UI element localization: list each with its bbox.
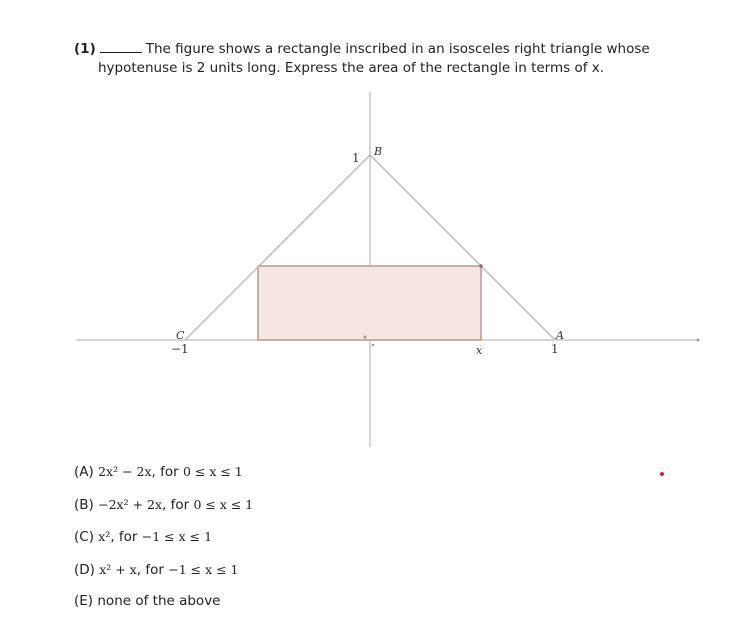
inscribed-rectangle: [258, 266, 481, 340]
choice-e[interactable]: (E) none of the above: [74, 593, 221, 609]
label-A: A: [556, 329, 564, 342]
choice-d[interactable]: (D) x² + x, for −1 ≤ x ≤ 1: [74, 561, 239, 578]
question-number: (1): [74, 41, 96, 57]
label-C: C: [176, 329, 185, 342]
label-one-right: 1: [551, 342, 559, 356]
label-x: x: [476, 344, 483, 357]
origin-point: [364, 336, 367, 339]
axis-end-dot: [697, 339, 700, 342]
answer-choices: [74, 462, 253, 625]
label-one-top: 1: [352, 151, 360, 165]
choice-a[interactable]: (A) 2x² − 2x, for 0 ≤ x ≤ 1: [74, 464, 243, 480]
label-B: B: [374, 145, 383, 158]
choice-c[interactable]: (C) x², for −1 ≤ x ≤ 1: [74, 529, 213, 545]
label-neg-one: −1: [171, 342, 189, 356]
red-dot-marker: [660, 472, 664, 476]
origin-point-2: [372, 344, 374, 346]
question-line1-text: The figure shows a rectangle inscribed in an isosceles right triangle whose: [145, 41, 650, 57]
choice-b[interactable]: (B) −2x² + 2x, for 0 ≤ x ≤ 1: [74, 496, 254, 513]
question-line2-text: hypotenuse is 2 units long. Express the area of the rectangle in terms of x.: [98, 60, 605, 76]
corner-point: [479, 264, 483, 268]
